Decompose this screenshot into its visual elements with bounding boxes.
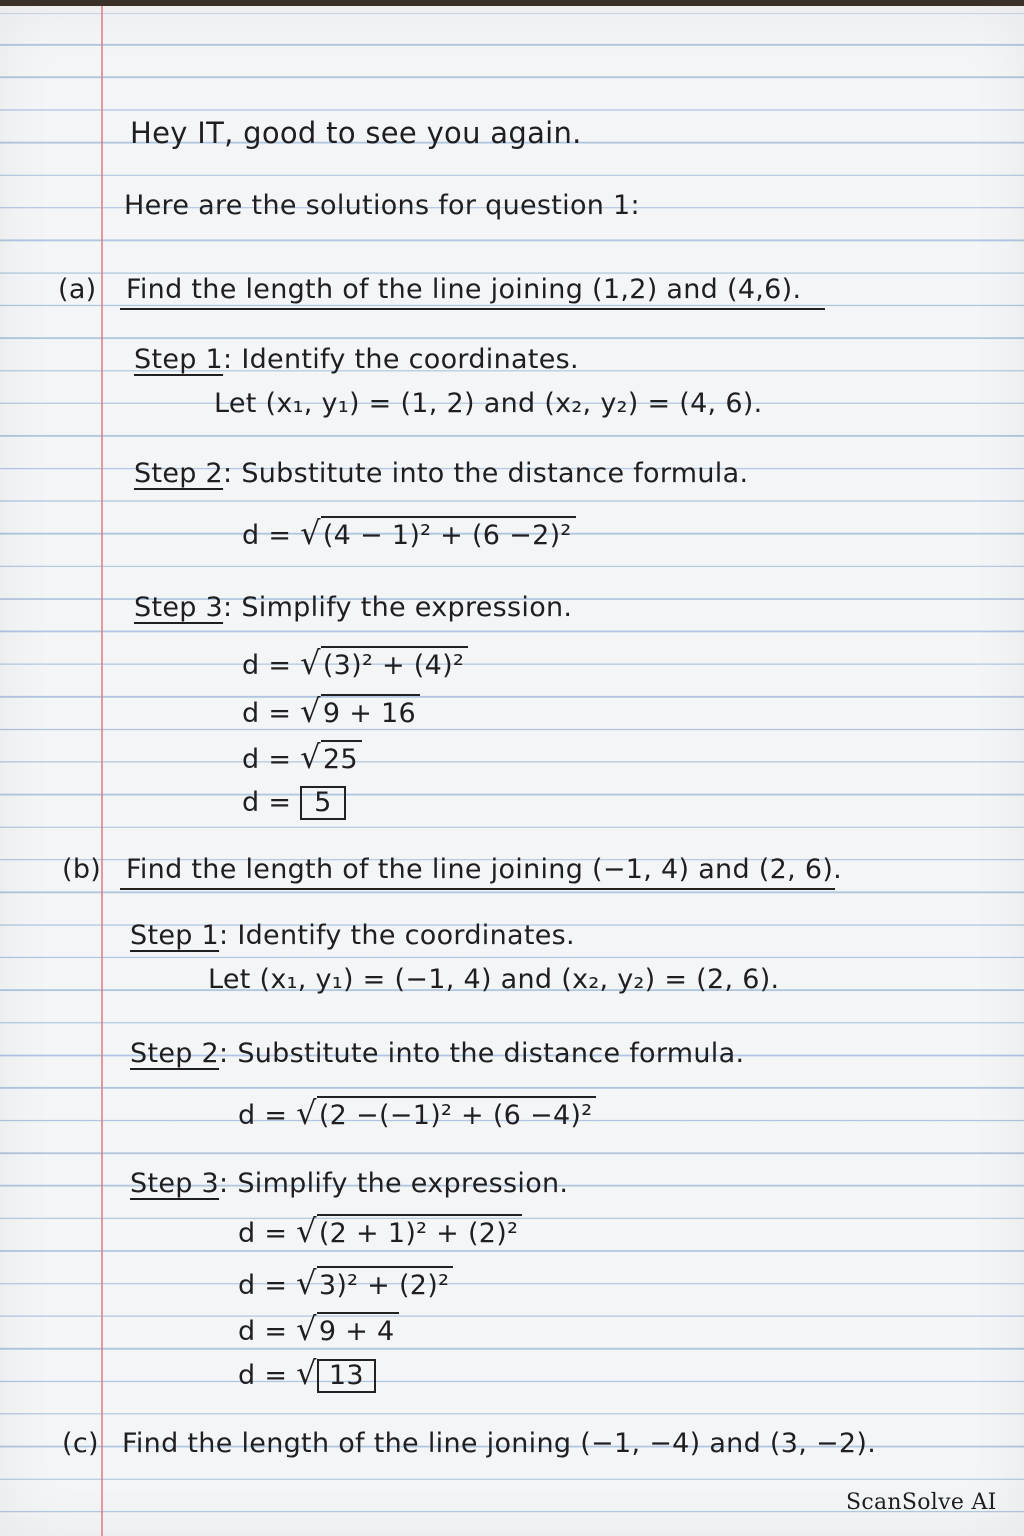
radical-icon: √ [300,738,321,776]
radical-icon: √ [296,1212,317,1250]
formula-lhs: d = [242,520,292,551]
formula-lhs: d = [238,1218,288,1249]
watermark: ScanSolve AI [846,1490,997,1515]
part-a-question-underline [120,308,825,310]
intro: Here are the solutions for question 1: [124,190,640,221]
step-heading: Step 2 [134,458,224,489]
formula-lhs: d = [242,744,292,775]
part-a-step1-line: Let (x₁, y₁) = (1, 2) and (x₂, y₂) = (4, 6). [214,388,763,419]
step-text: : Simplify the expression. [219,1168,569,1199]
part-b-step1 [130,920,575,951]
step-text: : Substitute into the distance formula. [223,458,749,489]
radical [300,514,575,552]
greeting: Hey IT, good to see you again. [130,116,582,150]
part-b-question: Find the length of the line joining (−1, 4) and (2, 6). [126,854,843,885]
formula-lhs: d = [242,698,292,729]
formula-lhs: d = [238,1270,288,1301]
radical-icon: √ [296,1310,317,1348]
radical [296,1354,376,1393]
part-c-question: Find the length of the line joning (−1, −4) and (3, −2). [122,1428,877,1459]
radicand: 9 + 16 [321,694,420,729]
step-text: : Identify the coordinates. [219,920,575,951]
radical [296,1212,522,1250]
margin-line [101,6,103,1536]
radical-icon: √ [296,1094,317,1132]
step-heading: Step 1 [130,920,220,951]
answer-box: 13 [317,1359,376,1393]
step-text: : Identify the coordinates. [223,344,579,375]
part-a-step2 [134,458,748,489]
part-b-label: (b) [62,854,102,885]
step-text: : Substitute into the distance formula. [219,1038,745,1069]
step-heading: Step 2 [130,1038,220,1069]
step-text: : Simplify the expression. [223,592,573,623]
radicand: (4 − 1)² + (6 −2)² [321,516,576,551]
radicand: (3)² + (4)² [321,646,468,681]
formula-lhs: d = [242,787,292,818]
part-b-simplify-1 [238,1212,522,1250]
answer-box: 5 [300,786,345,820]
notebook-page [0,6,1024,1536]
radical [300,692,420,730]
step-heading: Step 3 [130,1168,220,1199]
part-b-simplify-2 [238,1264,453,1302]
part-a-simplify-1 [242,644,468,682]
radical-icon: √ [296,1354,317,1392]
part-a-step2-formula [242,514,576,552]
part-b-step2 [130,1038,744,1069]
step-heading: Step 1 [134,344,224,375]
formula-lhs: d = [238,1360,288,1391]
part-a-question: Find the length of the line joining (1,2) and (4,6). [126,274,802,305]
radicand: 3)² + (2)² [317,1266,453,1301]
part-a-simplify-3 [242,738,362,776]
radical [300,644,468,682]
part-a-simplify-2 [242,692,420,730]
radicand: (2 + 1)² + (2)² [317,1214,522,1249]
radical-icon: √ [300,692,321,730]
part-a-step3 [134,592,572,623]
part-b-step2-formula [238,1094,596,1132]
part-a-answer [242,786,346,820]
radical [300,738,362,776]
part-c-label: (c) [62,1428,99,1459]
radical [296,1310,398,1348]
formula-lhs: d = [242,650,292,681]
radicand: 25 [321,740,362,775]
radical-icon: √ [296,1264,317,1302]
formula-lhs: d = [238,1316,288,1347]
radical [296,1264,453,1302]
part-b-answer [238,1354,376,1393]
radical-icon: √ [300,644,321,682]
radicand: 9 + 4 [317,1312,399,1347]
part-b-step1-line: Let (x₁, y₁) = (−1, 4) and (x₂, y₂) = (2, 6). [208,964,780,995]
part-a-step1 [134,344,579,375]
part-b-simplify-3 [238,1310,399,1348]
formula-lhs: d = [238,1100,288,1131]
radical [296,1094,596,1132]
part-b-step3 [130,1168,568,1199]
part-b-question-underline [120,888,835,890]
radical-icon: √ [300,514,321,552]
step-heading: Step 3 [134,592,224,623]
radicand: (2 −(−1)² + (6 −4)² [317,1096,597,1131]
part-a-label: (a) [58,274,97,305]
